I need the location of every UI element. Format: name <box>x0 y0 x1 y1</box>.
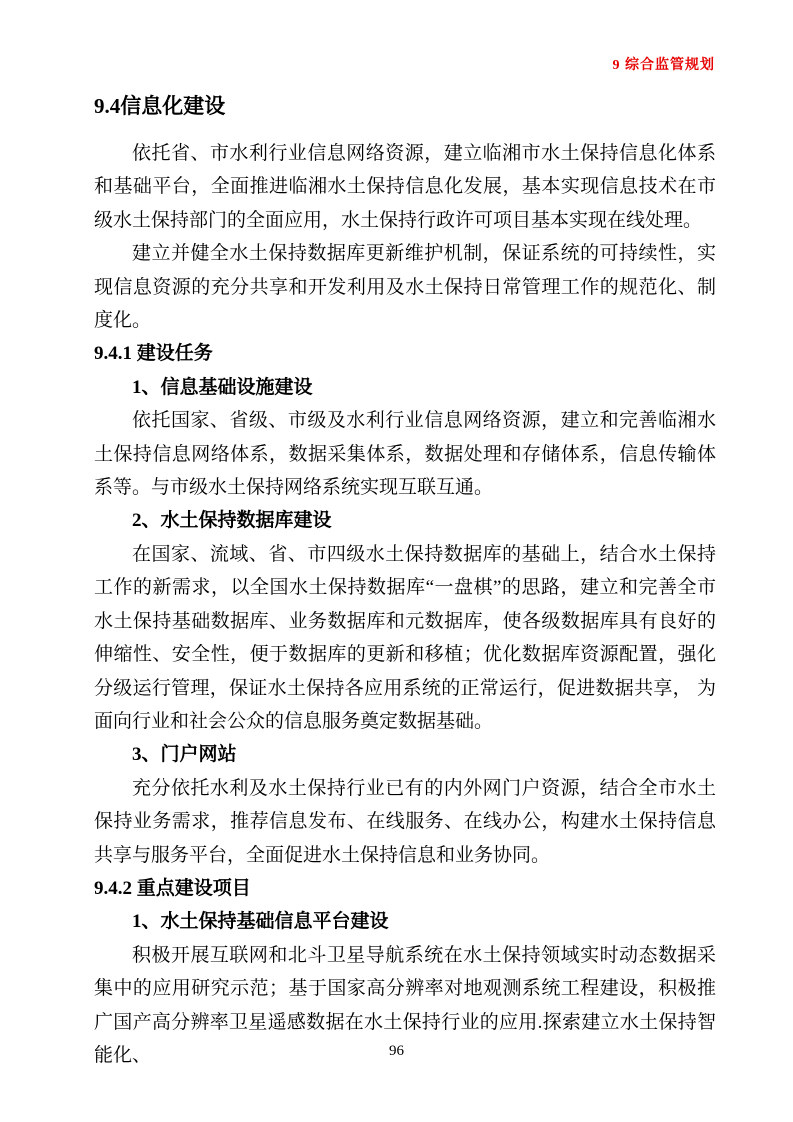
subsection-title-941: 9.4.1 建设任务 <box>94 343 213 365</box>
paragraph: 建立并健全水土保持数据库更新维护机制，保证系统的可持续性，实现信息资源的充分共享和开发利用及水土保持日常管理工作的规范化、制度化。 <box>94 243 716 332</box>
paragraph: 充分依托水利及水土保持行业已有的内外网门户资源，结合全市水土保持业务需求，推荐信息发布、在线服务、在线办公，构建水土保持信息共享与服务平台，全面促进水土保持信息和业务协同。 <box>94 777 716 866</box>
section-title: 9.4信息化建设 <box>94 94 226 118</box>
page-header <box>613 54 716 74</box>
page-footer <box>0 1043 793 1060</box>
paragraph: 依托国家、省级、市级及水利行业信息网络资源，建立和完善临湘水土保持信息网络体系，数据采集体系，数据处理和存储体系，信息传输体系等。与市级水土保持网络系统实现互联互通。 <box>94 410 716 499</box>
chapter-label: 9 综合监管规划 <box>612 58 715 73</box>
subsection-title-942: 9.4.2 重点建设项目 <box>94 877 251 899</box>
item-heading-database: 2、水土保持数据库建设 <box>132 510 332 532</box>
item-heading-infrastructure: 1、信息基础设施建设 <box>132 376 313 398</box>
paragraph: 积极开展互联网和北斗卫星导航系统在水土保持领域实时动态数据采集中的应用研究示范；基于国家高分辨率对地观测系统工程建设，积极推广国产高分辨率卫星遥感数据在水土保持行业的应用.探索建立水土保持智能化、 <box>94 944 716 1066</box>
document-content <box>94 90 716 1072</box>
paragraph: 依托省、市水利行业信息网络资源，建立临湘市水土保持信息化体系和基础平台，全面推进临湘水土保持信息化发展，基本实现信息技术在市级水土保持部门的全面应用，水土保持行政许可项目基本实现在线处理。 <box>94 143 716 231</box>
paragraph: 在国家、流域、省、市四级水土保持数据库的基础上，结合水土保持工作的新需求，以全国水土保持数据库“一盘棋”的思路，建立和完善全市水土保持基础数据库、业务数据库和元数据库，使各级数据库具有良好的伸缩性、安全性，便于数据库的更新和移植；优化数据库资源配置，强化分级运行管理，保证水土保持各应用系统的正常运行，促进数据共享， 为面向行业和社会公众的信息服务奠定数据基础。 <box>94 543 716 732</box>
item-heading-portal: 3、门户网站 <box>132 744 237 766</box>
page-number: 96 <box>389 1043 404 1059</box>
item-heading-platform: 1、水土保持基础信息平台建设 <box>132 911 389 933</box>
